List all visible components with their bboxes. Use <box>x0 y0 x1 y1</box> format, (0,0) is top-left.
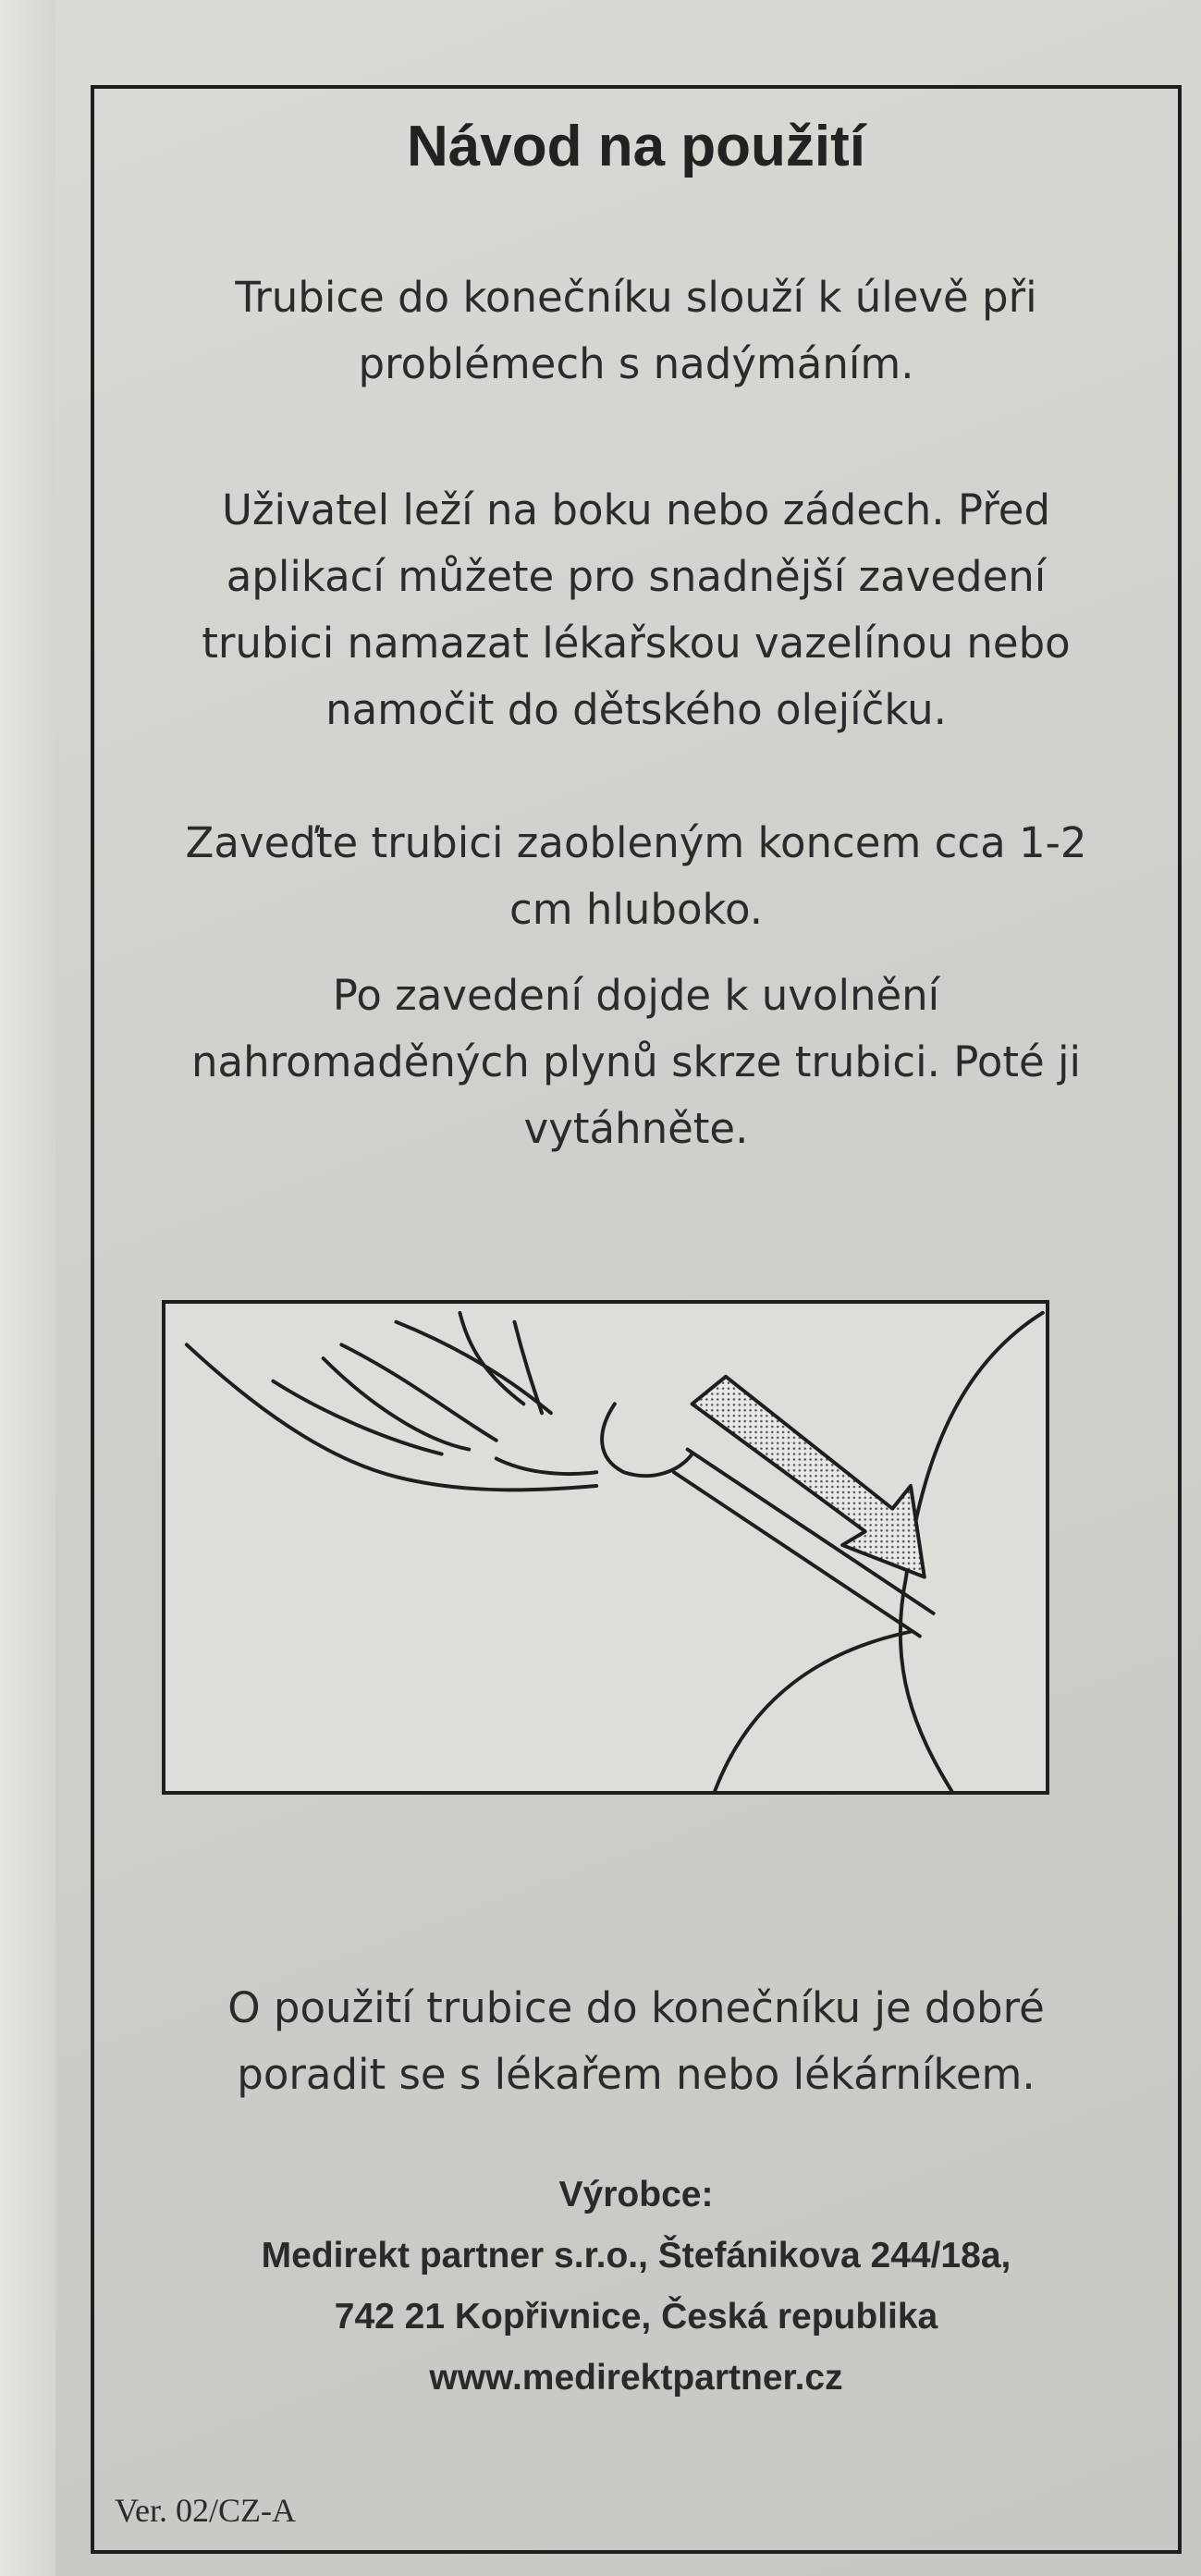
manufacturer-address-line-1: Medirekt partner s.r.o., Štefánikova 244/18a, <box>261 2236 1011 2275</box>
manufacturer-address-line-2: 742 21 Kopřivnice, Česká republika <box>334 2297 938 2337</box>
paragraph-purpose: Trubice do konečníku slouží k úlevě při problémech s nadýmáním. <box>235 273 1037 388</box>
instruction-frame <box>91 85 1182 2554</box>
hand-inserting-tube-illustration <box>165 1304 1046 1791</box>
finger-line-2 <box>324 1358 470 1450</box>
manufacturer-website: www.medirektpartner.cz <box>429 2358 843 2398</box>
paragraph-preparation: Uživatel leží na boku nebo zádech. Před aplikací můžete pro snadnější zavedení trubici namazat lékařskou vazelínou nebo namočit do dětského olejíčku. <box>202 485 1071 734</box>
hand-outline-lower <box>187 1344 596 1490</box>
manufacturer-block <box>113 2165 1159 2409</box>
paragraph-insertion: Zaveďte trubici zaobleným koncem cca 1-2 cm hluboko. <box>185 818 1087 934</box>
paragraph-advice: O použití trubice do konečníku je dobré poradit se s lékařem nebo lékárníkem. <box>227 1983 1045 2099</box>
finger-line-1 <box>273 1381 441 1454</box>
usage-illustration <box>162 1300 1049 1795</box>
paper-edge <box>0 0 55 2576</box>
thumb-line <box>496 1458 596 1474</box>
manufacturer-label: Výrobce: <box>558 2175 714 2214</box>
page-title: Návod na použití <box>407 115 865 178</box>
paragraph-release: Po zavedení dojde k uvolnění nahromaděných plynů skrze trubici. Poté ji vytáhněte. <box>191 971 1081 1153</box>
body-curve-left <box>715 1632 911 1791</box>
fingertip-outline <box>602 1404 692 1476</box>
version-label: Ver. 02/CZ-A <box>115 2492 296 2529</box>
